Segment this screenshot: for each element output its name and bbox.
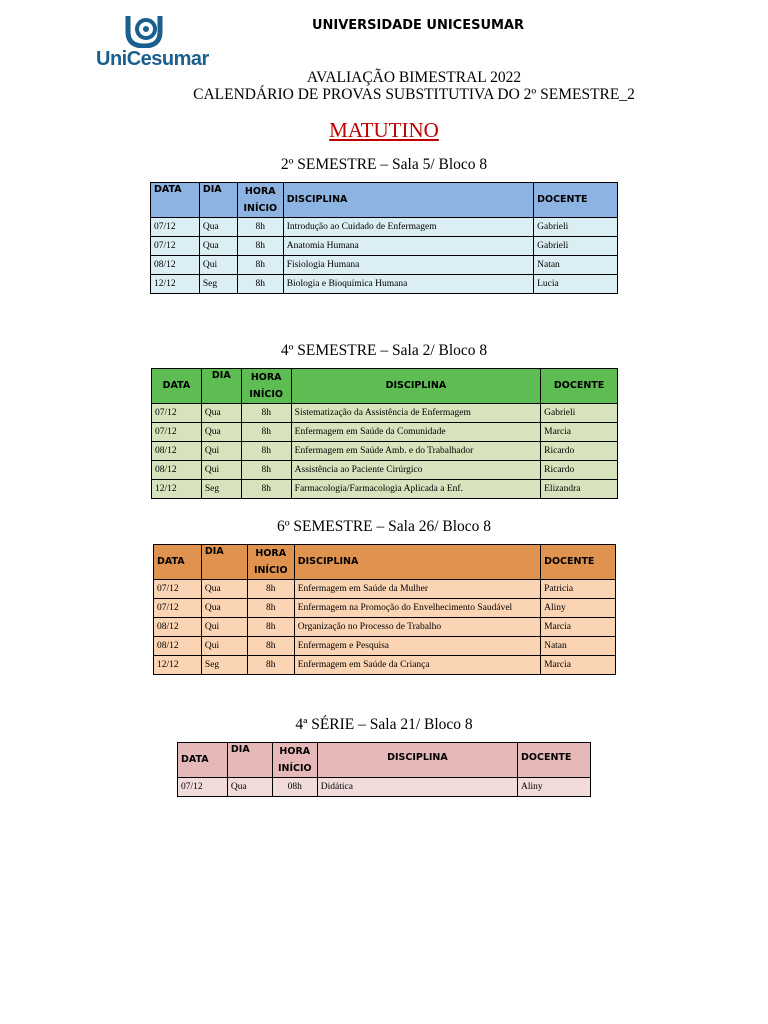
section-title: 2º SEMESTRE – Sala 5/ Bloco 8 — [280, 156, 488, 173]
cell-hora: 08h — [272, 778, 317, 797]
table-row — [154, 637, 616, 656]
cell-docente: Gabrieli — [534, 237, 618, 256]
cell-disciplina: Enfermagem em Saúde Amb. e do Trabalhador — [291, 442, 540, 461]
cell-dia: Qui — [201, 618, 247, 637]
cell-data: 07/12 — [151, 218, 200, 237]
cell-dia: Qua — [199, 237, 237, 256]
table-row — [152, 480, 618, 499]
cell-hora: 8h — [241, 404, 291, 423]
cell-data: 08/12 — [152, 442, 202, 461]
cell-dia: Qui — [201, 442, 241, 461]
cell-data: 08/12 — [151, 256, 200, 275]
schedule-table — [150, 182, 618, 294]
cell-data: 08/12 — [154, 618, 202, 637]
cell-hora: 8h — [241, 480, 291, 499]
cell-hora: 8h — [247, 637, 294, 656]
cell-dia: Qua — [201, 404, 241, 423]
table-row — [154, 580, 616, 599]
col-header-disciplina: DISCIPLINA — [291, 369, 540, 404]
cell-data: 07/12 — [152, 404, 202, 423]
table-row — [154, 599, 616, 618]
table-row — [151, 256, 618, 275]
table-row — [152, 423, 618, 442]
cell-data: 07/12 — [152, 423, 202, 442]
table-row — [152, 442, 618, 461]
cell-dia: Qua — [201, 580, 247, 599]
cell-disciplina: Sistematização da Assistência de Enfermagem — [291, 404, 540, 423]
col-header-docente: DOCENTE — [541, 369, 618, 404]
cell-docente: Marcia — [541, 423, 618, 442]
document-title: AVALIAÇÃO BIMESTRAL 2022 — [306, 69, 522, 86]
table-row — [151, 218, 618, 237]
col-header-dia: DIA — [227, 743, 272, 778]
col-header-hora: HORA INÍCIO — [241, 369, 291, 404]
col-header-disciplina: DISCIPLINA — [317, 743, 517, 778]
cell-docente: Marcia — [541, 656, 616, 675]
cell-dia: Qua — [201, 423, 241, 442]
cell-dia: Seg — [199, 275, 237, 294]
cell-disciplina: Enfermagem e Pesquisa — [294, 637, 540, 656]
cell-hora: 8h — [241, 423, 291, 442]
cell-disciplina: Organização no Processo de Trabalho — [294, 618, 540, 637]
col-header-dia: DIA — [201, 369, 241, 404]
cell-disciplina: Didática — [317, 778, 517, 797]
col-header-hora: HORA INÍCIO — [247, 545, 294, 580]
cell-data: 07/12 — [178, 778, 228, 797]
table-row — [178, 778, 591, 797]
col-header-disciplina: DISCIPLINA — [283, 183, 533, 218]
col-header-data: DATA — [151, 183, 200, 218]
table-row — [154, 656, 616, 675]
cell-disciplina: Farmacologia/Farmacologia Aplicada a Enf. — [291, 480, 540, 499]
col-header-hora: HORA INÍCIO — [237, 183, 283, 218]
col-header-data: DATA — [152, 369, 202, 404]
cell-disciplina: Enfermagem em Saúde da Comunidade — [291, 423, 540, 442]
cell-data: 07/12 — [151, 237, 200, 256]
col-header-hora: HORA INÍCIO — [272, 743, 317, 778]
cell-hora: 8h — [241, 442, 291, 461]
cell-disciplina: Introdução ao Cuidado de Enfermagem — [283, 218, 533, 237]
cell-disciplina: Enfermagem na Promoção do Envelhecimento Saudável — [294, 599, 540, 618]
cell-dia: Seg — [201, 480, 241, 499]
schedule-table — [153, 544, 616, 675]
cell-dia: Qui — [199, 256, 237, 275]
cell-disciplina: Biologia e Bioquímica Humana — [283, 275, 533, 294]
table-header-row — [151, 183, 618, 218]
cell-data: 08/12 — [154, 637, 202, 656]
cell-docente: Aliny — [541, 599, 616, 618]
table-header-row — [178, 743, 591, 778]
cell-docente: Natan — [541, 637, 616, 656]
cell-data: 12/12 — [152, 480, 202, 499]
cell-docente: Natan — [534, 256, 618, 275]
university-name: UNIVERSIDADE UNICESUMAR — [311, 18, 525, 33]
cell-docente: Gabrieli — [534, 218, 618, 237]
table-header-row — [152, 369, 618, 404]
cell-data: 08/12 — [152, 461, 202, 480]
cell-hora: 8h — [247, 656, 294, 675]
cell-docente: Marcia — [541, 618, 616, 637]
cell-hora: 8h — [237, 275, 283, 294]
cell-docente: Patricia — [541, 580, 616, 599]
schedule-table — [177, 742, 591, 797]
cell-hora: 8h — [247, 618, 294, 637]
col-header-data: DATA — [154, 545, 202, 580]
cell-dia: Qua — [199, 218, 237, 237]
cell-data: 12/12 — [151, 275, 200, 294]
cell-docente: Ricardo — [541, 442, 618, 461]
cell-disciplina: Anatomia Humana — [283, 237, 533, 256]
cell-docente: Aliny — [518, 778, 591, 797]
document-subtitle: CALENDÁRIO DE PROVAS SUBSTITUTIVA DO 2º SEMESTRE_2 — [193, 86, 635, 103]
cell-docente: Gabrieli — [541, 404, 618, 423]
table-header-row — [154, 545, 616, 580]
cell-data: 07/12 — [154, 580, 202, 599]
cell-docente: Lucia — [534, 275, 618, 294]
col-header-docente: DOCENTE — [534, 183, 618, 218]
cell-disciplina: Fisiologia Humana — [283, 256, 533, 275]
col-header-disciplina: DISCIPLINA — [294, 545, 540, 580]
period-heading: MATUTINO — [329, 118, 439, 142]
cell-data: 07/12 — [154, 599, 202, 618]
cell-dia: Qua — [227, 778, 272, 797]
table-row — [154, 618, 616, 637]
cell-hora: 8h — [247, 599, 294, 618]
cell-disciplina: Enfermagem em Saúde da Mulher — [294, 580, 540, 599]
cell-hora: 8h — [237, 218, 283, 237]
col-header-docente: DOCENTE — [541, 545, 616, 580]
cell-hora: 8h — [237, 256, 283, 275]
cell-data: 12/12 — [154, 656, 202, 675]
col-header-data: DATA — [178, 743, 228, 778]
table-row — [152, 461, 618, 480]
cell-docente: Ricardo — [541, 461, 618, 480]
section-title: 6º SEMESTRE – Sala 26/ Bloco 8 — [276, 518, 492, 535]
cell-disciplina: Enfermagem em Saúde da Criança — [294, 656, 540, 675]
logo-text: UniCesumar — [96, 48, 209, 70]
table-row — [151, 237, 618, 256]
cell-dia: Qui — [201, 637, 247, 656]
cell-disciplina: Assistência ao Paciente Cirúrgico — [291, 461, 540, 480]
col-header-dia: DIA — [201, 545, 247, 580]
table-row — [152, 404, 618, 423]
cell-dia: Seg — [201, 656, 247, 675]
cell-hora: 8h — [247, 580, 294, 599]
col-header-dia: DIA — [199, 183, 237, 218]
section-title: 4ª SÉRIE – Sala 21/ Bloco 8 — [295, 716, 473, 733]
table-row — [151, 275, 618, 294]
cell-docente: Elizandra — [541, 480, 618, 499]
col-header-docente: DOCENTE — [518, 743, 591, 778]
cell-dia: Qua — [201, 599, 247, 618]
schedule-table — [151, 368, 618, 499]
cell-hora: 8h — [237, 237, 283, 256]
section-title: 4º SEMESTRE – Sala 2/ Bloco 8 — [280, 342, 488, 359]
cell-dia: Qui — [201, 461, 241, 480]
cell-hora: 8h — [241, 461, 291, 480]
